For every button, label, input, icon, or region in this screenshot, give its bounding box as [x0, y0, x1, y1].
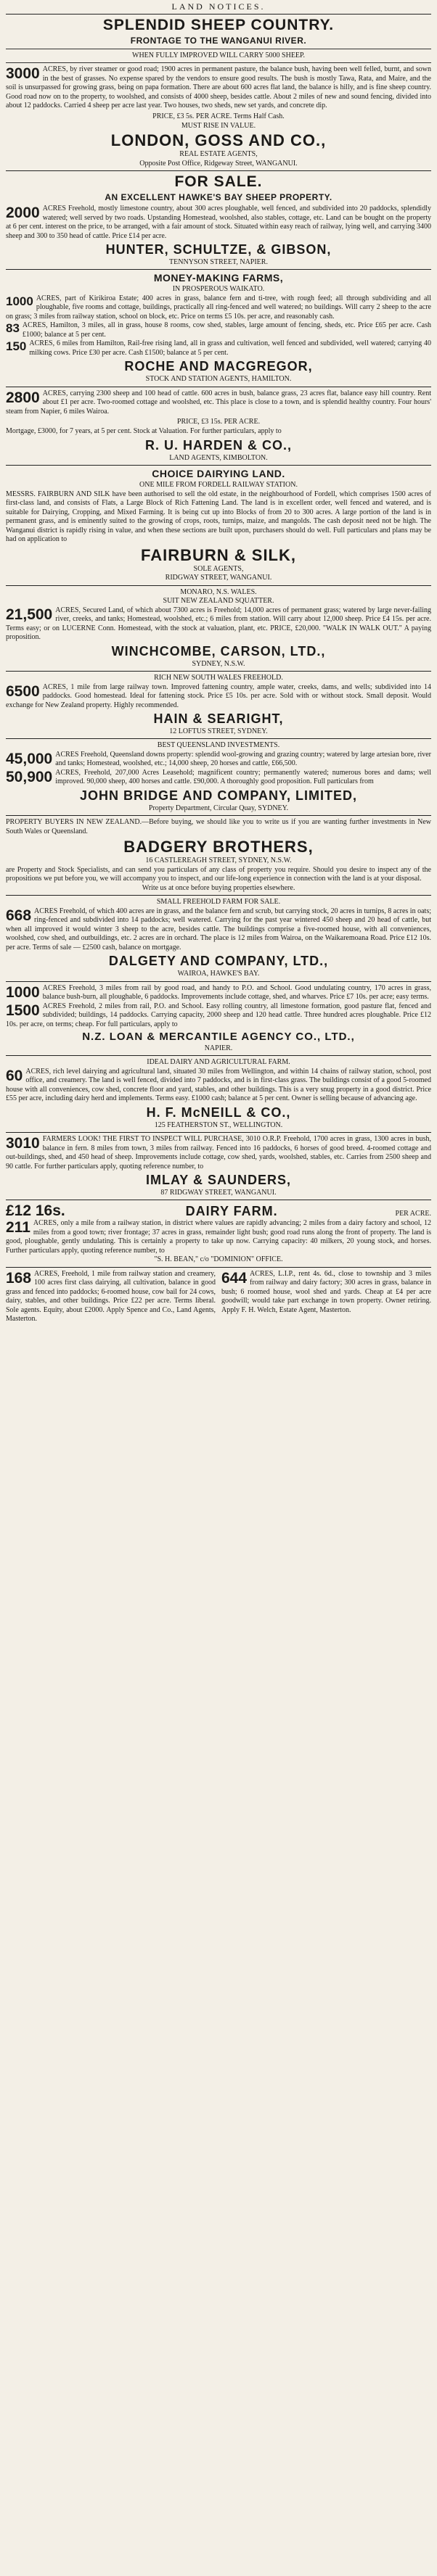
ad1-firm-line2: Opposite Post Office, Ridgeway Street, WANGANUI.	[139, 159, 298, 168]
ad5-firm-line1: SOLE AGENTS,	[193, 564, 244, 573]
ad-dairy-farm-12-16s	[6, 1202, 431, 1264]
ad9-firm-line1: 16 CASTLEREAGH STREET, SYDNEY, N.S.W.	[145, 856, 292, 865]
ad-badgery-brothers	[6, 818, 431, 893]
ad12-body: ACRES, rich level dairying and agricultural land, situated 30 miles from Wellington, and within 14 chains of railway station, school, post office, and creamery. The land is well fenced, divided into 7 paddocks, and is in first-class grass. The buildings consist of a good 5-roomed house with all conveniences, cow shed, concrete floor and yard, stables, and other buildings. This is a very snug property in a good district. Price £55 per acre, including dairy herd and implements. Terms easy. £1000 cash; balance at 5 per cent. Owner is selling because of advancing age.	[6, 1067, 431, 1103]
ad2-body: ACRES Freehold, mostly limestone country, about 300 acres ploughable, well fenced, and subdivided into 20 paddocks, splendidly watered; well served by two roads. Upstanding Homestead, woolshed, also stables, cottage, etc. Land can be bought on the property at 6 per cent. interest on the price, to be arranged, with a fair amount of stock. Situated within easy reach of railway, lying well, and carrying 3400 sheep and 300 to 350 head of cattle. Price £14 per acre.	[6, 205, 431, 240]
ad11-body2: ACRES Freehold, 2 miles from rail, P.O. and School. Easy rolling country, all limestone formation, good pasture flat, fenced and subdivided; buildings, 14 paddocks. Carrying capacity, 2000 sheep and 120 head cattle. Three hundred acres ploughable. Price £12 10s. per acre, on terms; cheap. For full particulars, apply to	[6, 1002, 431, 1028]
ad11-firm: N.Z. LOAN & MERCANTILE AGENCY CO., LTD.,	[82, 1031, 355, 1044]
ad2-subheading: AN EXCELLENT HAWKE'S BAY SHEEP PROPERTY.	[105, 192, 332, 203]
ad10-firm: DALGETY AND COMPANY, LTD.,	[108, 954, 329, 969]
ad10-lead-acreage: 668	[6, 907, 32, 924]
ad4-body: ACRES, carrying 2300 sheep and 100 head of cattle. 600 acres in bush, balance grass, 23 acres flat, balance easy hill country. Rent about £1 per acre. Two-roomed cottage and woolshed, etc. This place is close to a town, and is splendid healthy country. Four hours' steam from Napier, 6 miles Wairoa.	[6, 389, 431, 416]
ad3-firm: ROCHE AND MACGREGOR,	[124, 359, 313, 374]
ad2-heading: FOR SALE.	[174, 173, 263, 191]
ad9-note: Write us at once before buying properties elsewhere.	[142, 883, 295, 892]
ad11-lead1: 1000	[6, 983, 40, 1001]
ad11-lead2: 1500	[6, 1002, 40, 1019]
ad10-firm-line1: WAIROA, HAWKE'S BAY.	[177, 970, 260, 978]
ad14-tag: PER ACRE.	[395, 1210, 431, 1218]
ad9-body: PROPERTY BUYERS IN NEW ZEALAND.—Before buying, we should like you to write us if you are wanting further investments in New South Wales or Queensland.	[6, 818, 431, 835]
ad12-firm: H. F. McNEILL & CO.,	[146, 1105, 291, 1120]
ad-rich-nsw-freehold	[6, 674, 431, 736]
ad7-firm-line1: 12 LOFTUS STREET, SYDNEY.	[169, 727, 268, 735]
ad3-lead2: 83	[6, 321, 20, 336]
ad2-firm: HUNTER, SCHULTZE, & GIBSON,	[105, 242, 332, 257]
ad11-firm-line1: NAPIER.	[204, 1044, 233, 1052]
ad10-heading: SMALL FREEHOLD FARM FOR SALE.	[156, 898, 281, 907]
ad11-body1: ACRES Freehold, 3 miles from rail by good road, and handy to P.O. and School. Good undulating country, 170 acres in grass, balance bush-burn, all ploughable, 6 paddocks. Improvements include cottage, shed, and wharves. Price £7 10s. per acre; easy terms.	[42, 983, 431, 1002]
ad15-right	[221, 1270, 431, 1324]
ad3-subheading: IN PROSPEROUS WAIKATO.	[172, 285, 265, 294]
ad4-firm-line1: LAND AGENTS, KIMBOLTON.	[169, 453, 268, 462]
ad1-note: MUST RISE IN VALUE.	[181, 121, 256, 130]
ad13-firm-line1: 87 RIDGWAY STREET, WANGANUI.	[160, 1188, 277, 1197]
ad3-lead1: 1000	[6, 294, 33, 308]
ad3-lead3: 150	[6, 339, 27, 354]
ad-small-freehold-farm	[6, 898, 431, 978]
ad4-price: PRICE, £3 15s. PER ACRE.	[176, 418, 261, 426]
ad13-lead-acreage: 3010	[6, 1135, 40, 1152]
ad13-firm: IMLAY & SAUNDERS,	[145, 1173, 292, 1187]
ad14-lead-acreage: 211	[6, 1219, 30, 1237]
ad-choice-dairying-land	[6, 468, 431, 583]
ad1-firm: LONDON, GOSS AND CO.,	[110, 131, 327, 149]
ad-ideal-dairy-farm	[6, 1058, 431, 1130]
ad5-heading: CHOICE DAIRYING LAND.	[152, 468, 285, 480]
ad6-heading: MONARO, N.S. WALES.	[180, 587, 257, 596]
ad4-lead-acreage: 2800	[6, 389, 40, 406]
ad1-lead-acreage: 3000	[6, 65, 40, 83]
ad-farmers-look	[6, 1135, 431, 1197]
ad15-left	[6, 1270, 216, 1324]
ad3-firm-line1: STOCK AND STATION AGENTS, HAMILTON.	[145, 375, 292, 384]
ad-2800-acres	[6, 389, 431, 463]
ad5-firm: FAIRBURN & SILK,	[141, 545, 296, 564]
ad8-firm-line1: Property Department, Circular Quay, SYDNEY.	[148, 804, 289, 812]
ad8-heading: BEST QUEENSLAND INVESTMENTS.	[157, 741, 280, 750]
ad1-firm-line1: REAL ESTATE AGENTS,	[179, 150, 258, 159]
ad15-right-lead: 644	[221, 1269, 248, 1287]
ad6-firm: WINCHCOMBE, CARSON, LTD.,	[111, 643, 326, 659]
ad5-firm-line2: RIDGWAY STREET, WANGANUI.	[165, 574, 272, 582]
ad-best-queensland	[6, 741, 431, 813]
ad1-subheading: FRONTAGE TO THE WANGANUI RIVER.	[130, 36, 307, 46]
ad3-heading: MONEY-MAKING FARMS,	[153, 272, 284, 284]
ad8-body2: ACRES, Freehold, 207,000 Acres Leasehold; magnificent country; permanently watered; numerous bores and dams; well improved. 90,000 sheep, 400 horses and cattle. £90,000. A thoroughly good proposition. Full particulars from	[55, 768, 431, 786]
ad13-body: FARMERS LOOK! THE FIRST TO INSPECT WILL PURCHASE, 3010 O.R.P. Freehold, 1700 acres in grass, 1300 acres in bush, balance in fern. 8 miles from town, 3 miles from railway. Fenced into 16 paddocks, 6 horses of good breed. 4-roomed cottage and out-buildings, shed, and 450 head of sheep. Improvements include cottage, cow shed, yards, woolshed, stables, etc. Carries from 2500 sheep and 90 cattle. For further particulars apply, quoting reference number, to	[6, 1135, 431, 1171]
ad9-body2: are Property and Stock Specialists, and can send you particulars of any class of property you require. Should you desire to inspect any of the propositions we put before you, we will accompany you to inspect, and our life-long experience in connection with the land is at your disposal.	[6, 865, 431, 883]
ad-hawkes-bay-sheep	[6, 173, 431, 267]
ad6-subheading: SUIT NEW ZEALAND SQUATTER.	[163, 597, 274, 606]
ad5-body: MESSRS. FAIRBURN AND SILK have been authorised to sell the old estate, in the neighbourhood of Fordell, which comprises 1500 acres of first-class land, and consists of Flats, a Large Block of Rich Fattening Land. The land is in excellent order, well fenced and watered, and is suitable for Dairying, Cropping, and Mixed Farming. It is being cut up into Blocks of from 20 to 300 acres. A large portion of the land is in permanent grass, and is eminently suited to the growing of crops, roots, turnips, maize, and mangolds. The cash deposit need not be high. The Wanganui district is rapidly rising in value, and when these sections are built upon, purchasers should do well. Full particulars and plans may be had on application to	[6, 490, 431, 544]
ad4-firm: R. U. HARDEN & CO.,	[144, 437, 292, 453]
ad8-lead2: 50,900	[6, 768, 53, 785]
ad14-reply: "S. H. BEAN," c/o "DOMINION" OFFICE.	[154, 1255, 283, 1264]
ad2-lead-acreage: 2000	[6, 205, 40, 222]
ad1-heading: SPLENDID SHEEP COUNTRY.	[102, 17, 335, 33]
ad6-lead-acreage: 21,500	[6, 606, 53, 623]
ad8-lead1: 45,000	[6, 750, 53, 767]
ad14-lead-price: £12 16s.	[6, 1202, 65, 1220]
ad1-body: ACRES, by river steamer or good road; 1900 acres in permanent pasture, the balance bush, having been well felled, burnt, and sown in the best of grasses. No expense spared by the vendors to ensure good results. The bush is mostly Tawa, Rata, and Maire, and the soil is unsurpassed for growing grass, being on papa formation. There are about 600 acres flat land, the balance is hilly, and is fine sheep country. Good road now on to the property, to woolshed, and consists of 4000 sheep, besides cattle. About 2 miles of new and sound fencing, divided into about 12 paddocks. Carried 4 sheep per acre last year. Two houses, two sheds, new set yards, and concrete dip.	[6, 65, 431, 110]
ad6-firm-line1: SYDNEY, N.S.W.	[192, 659, 245, 668]
ad7-heading: RICH NEW SOUTH WALES FREEHOLD.	[154, 674, 283, 682]
ad12-lead-acreage: 60	[6, 1067, 23, 1084]
ad-nz-loan-mercantile	[6, 984, 431, 1054]
ad3-body1: ACRES, part of Kirikiroa Estate; 400 acres in grass, balance fern and ti-tree, with rough feed; all through subdividing and all ploughable, five rooms and cottage, buildings, practically all ring-fenced and well watered; no buildings. Will carry 2 sheep to the acre on grass; 3 miles from railway station, school on block, etc. Price on terms £5 10s. per acre, and reasonably cash.	[6, 294, 431, 321]
ad8-firm: JOHN BRIDGE AND COMPANY, LIMITED,	[79, 788, 357, 803]
ad7-body: ACRES, 1 mile from large railway town. Improved fattening country, ample water, creeks, dams, and wells; subdivided into 14 paddocks. Good homestead. Ideal for fattening stock. Price £5 10s. per acre. Sold with or without stock. Small deposit. Would exchange for New Zealand property. Highly recommended.	[6, 682, 431, 709]
ad7-firm: HAIN & SEARIGHT,	[153, 711, 284, 727]
ad-money-making-farms	[6, 272, 431, 384]
ad15-left-lead: 168	[6, 1269, 32, 1287]
ad12-heading: IDEAL DAIRY AND AGRICULTURAL FARM.	[147, 1058, 290, 1067]
ad1-price: PRICE, £3 5s. PER ACRE. Terms Half Cash.	[152, 112, 285, 120]
ad3-body2: ACRES, Hamilton, 3 miles, all in grass, house 8 rooms, cow shed, stables, large amount of fencing, sheds, etc. Price £65 per acre. Cash £1000; balance at 5 per cent.	[22, 321, 431, 339]
ad1-tagline: WHEN FULLY IMPROVED WILL CARRY 5000 SHEEP.	[132, 51, 305, 59]
ad-monaro-nsw	[6, 588, 431, 669]
ad14-body: ACRES, only a mile from a railway station, in district where values are rapidly advancing; 2 miles from a dairy factory and school, 12 miles from a good town; river frontage; 37 acres in grass, remainder light bush; good road runs along the front of property. The land is good, ploughable, gently undulating. This is certainly a property to take up now. Carrying capacity: 40 milkers, 20 young stock, and horses. Further particulars apply, quoting reference number, to	[6, 1219, 431, 1255]
ad12-firm-line1: 125 FEATHERSTON ST., WELLINGTON.	[154, 1120, 283, 1129]
ad8-body1: ACRES Freehold, Queensland downs property: splendid wool-growing and grazing country; watered by large artesian bore, river and tanks; Homestead, woolshed, etc.; 14,000 sheep, 20 horses and cattle, £66,500.	[55, 750, 431, 768]
ad9-firm: BADGERY BROTHERS,	[123, 838, 314, 856]
page-header: LAND NOTICES.	[171, 1, 266, 12]
ad5-subheading: ONE MILE FROM FORDELL RAILWAY STATION.	[139, 481, 298, 490]
ad2-firm-line1: TENNYSON STREET, NAPIER.	[169, 257, 268, 266]
ad15-left-body: ACRES, Freehold, 1 mile from railway station and creamery, 100 acres first class dairying, all cultivation, balance in good grass and fenced into paddocks; 6-roomed house, cow bail for 24 cows, dairy, stables, and other buildings. Price £22 per acre. Terms liberal. Sole agents. Equity, about £2000. Apply Spence and Co., Land Agents, Masterton.	[6, 1269, 216, 1324]
ad-two-column-farms	[6, 1270, 431, 1324]
ad7-lead-acreage: 6500	[6, 682, 40, 700]
ad14-heading: DAIRY FARM.	[185, 1204, 278, 1219]
ad10-body: ACRES Freehold, of which 400 acres are in grass, and the balance fern and scrub, but carrying stock, 20 acres in turnips, 8 acres in oats; ring-fenced and subdivided into 14 paddocks; well watered. Carrying for the past year wintered 450 sheep and 20 head of cattle, but when all improved it would winter 3 sheep to the acre, besides cattle. The buildings comprise a five-roomed house, with all conveniences, woolshed, cow shed, and outbuildings, etc. 2 acres are in orchard. The place is 12 miles from Wairoa, on the Waikaremoana Road. Price £12 10s. per acre. Terms of sale — £2500 cash, balance on mortgage.	[6, 907, 431, 951]
ad-splendid-sheep-country	[6, 17, 431, 168]
ad6-body: ACRES, Secured Land, of which about 7300 acres is Freehold; 14,000 acres of permanent grass; watered by large never-failing river, creeks, and tanks; Homestead, woolshed, etc.; 6 miles from station. Will carry about 12,000 sheep. Price £4 15s. per acre. Terms easy; or on LUCERNE Conn. Homestead, with the stock at valuation, plant, etc. PRICE, £20,000. "WALK IN WALK OUT." A paying proposition.	[6, 606, 431, 642]
ad3-body3: ACRES, 6 miles from Hamilton, Rail-free rising land, all in grass and cultivation, well fenced and subdivided, well watered; carrying 40 milking cows. Price £30 per acre. Cash £1500; balance at 5 per cent.	[29, 339, 431, 357]
ad15-right-body: ACRES, L.I.P., rent 4s. 6d., close to township and 3 miles from railway and dairy factory; 300 acres in grass, balance in bush; 6 roomed house, wool shed and yards. Cheap at £4 per acre goodwill; would take part exchange in town property. Owner retiring. Apply F. H. Welch, Estate Agent, Masterton.	[221, 1269, 431, 1314]
ad4-mortgage: Mortgage, £3000, for 7 years, at 5 per cent. Stock at Valuation. For further particulars, apply to	[6, 427, 282, 436]
